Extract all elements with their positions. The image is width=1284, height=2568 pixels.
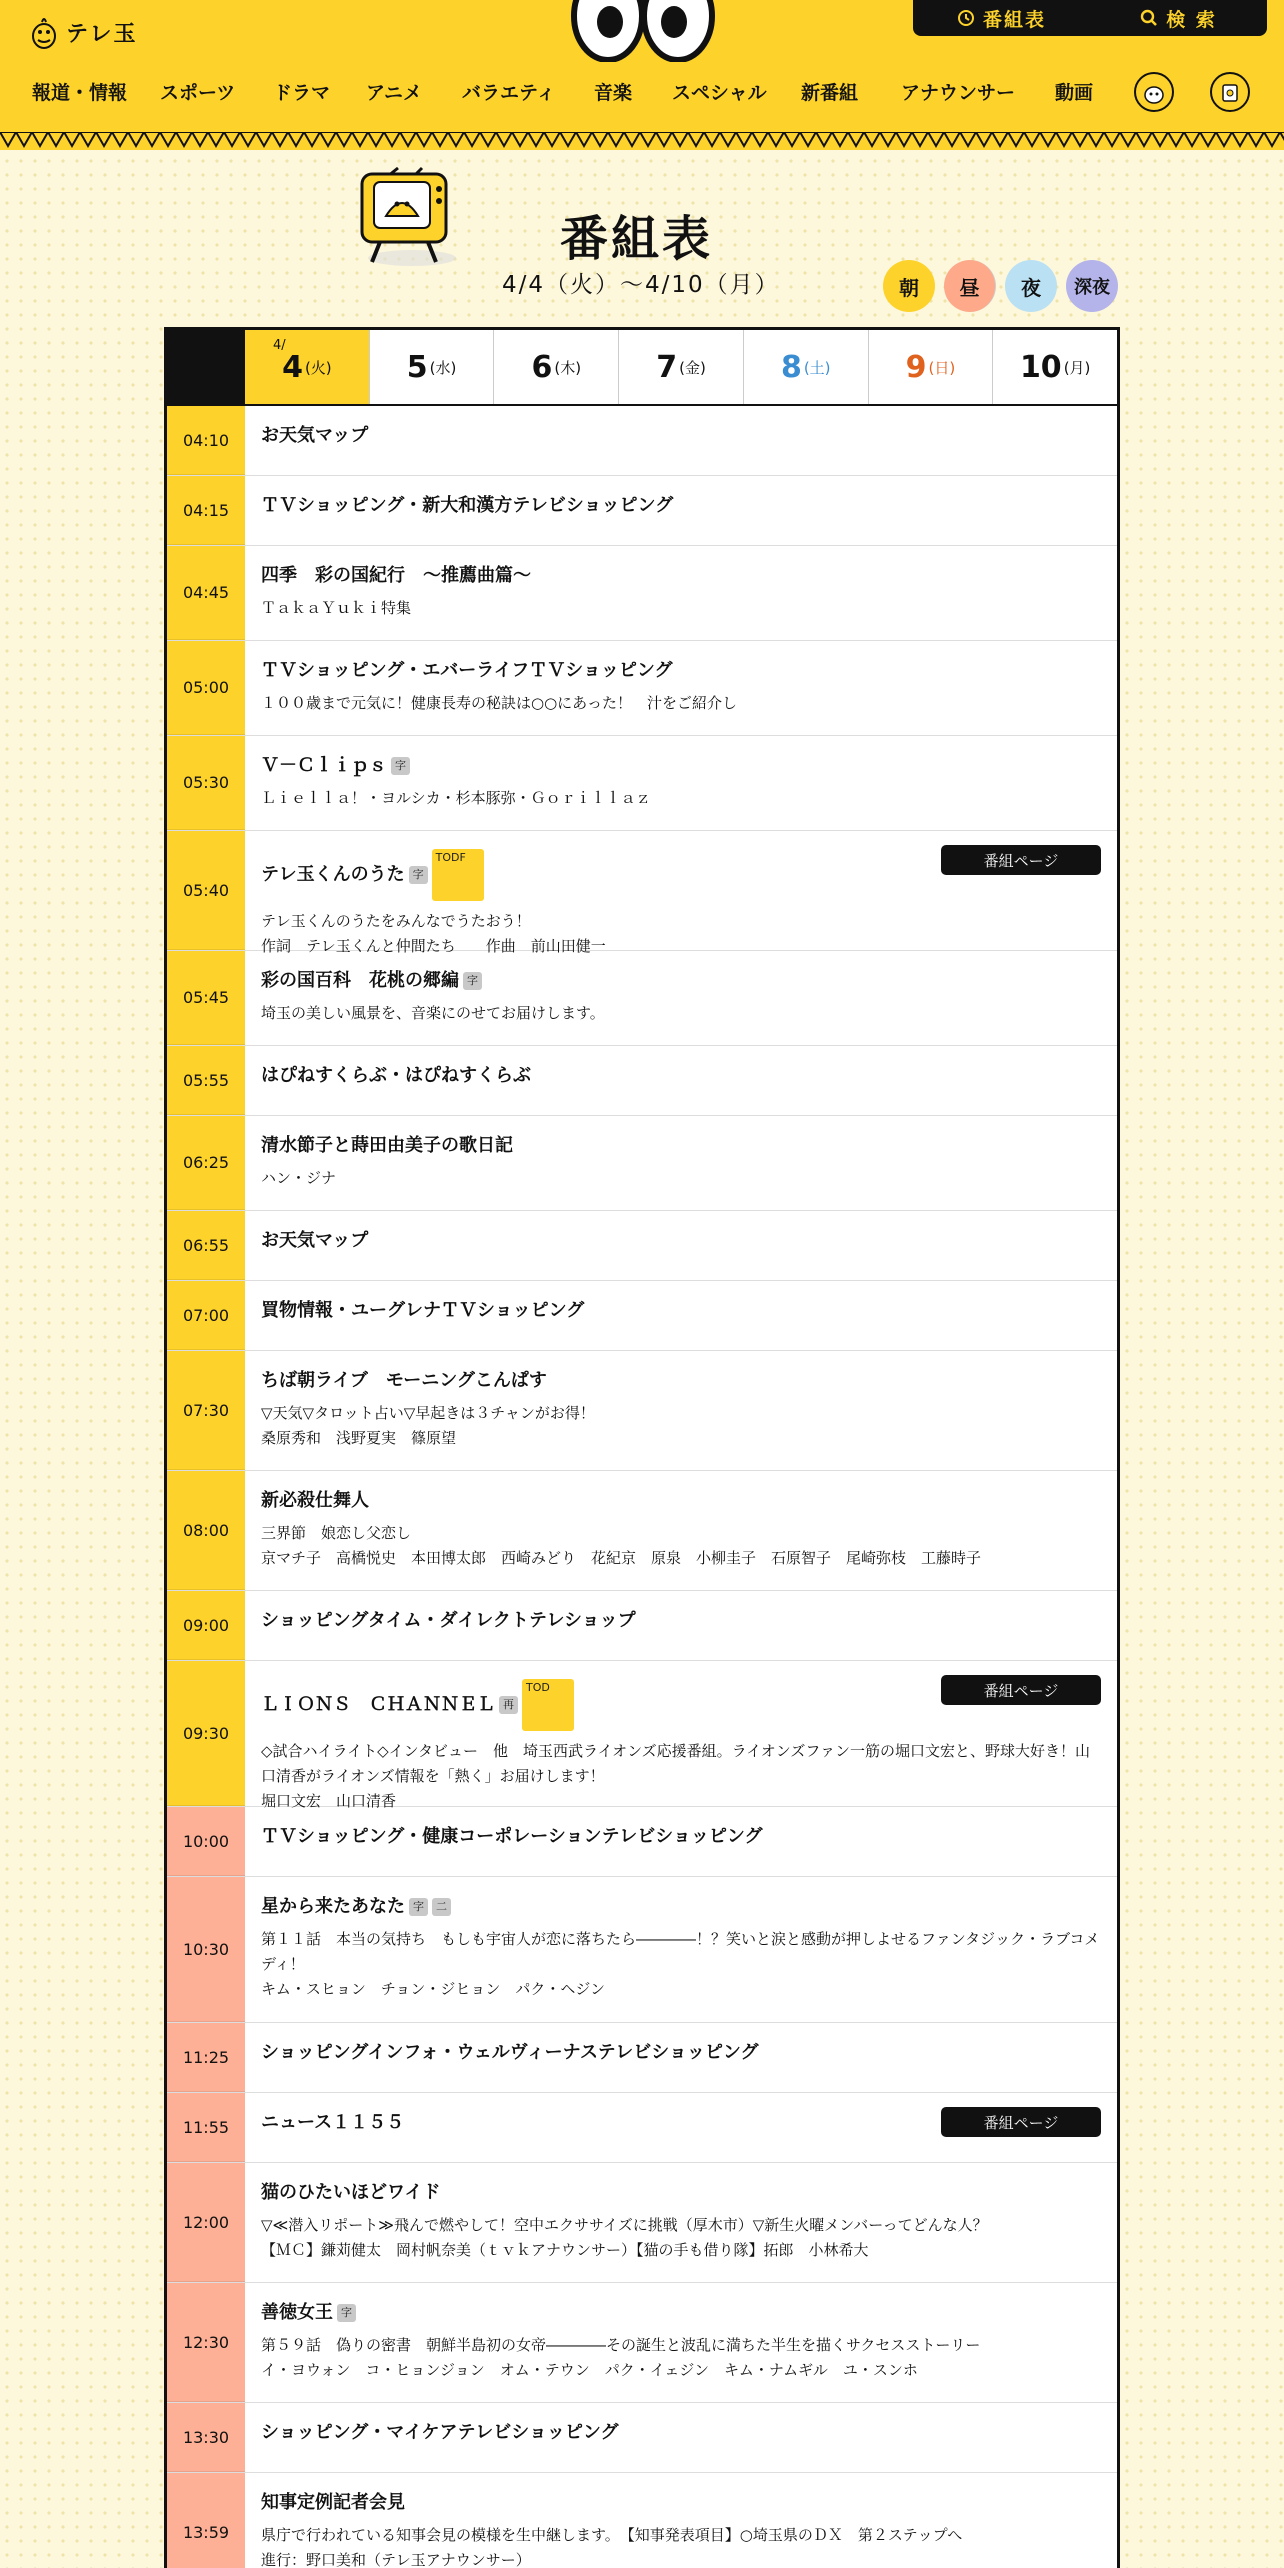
program-row (167, 641, 1117, 736)
nav-music[interactable]: 音楽 (594, 82, 633, 104)
program-time: 13:59 (167, 2473, 245, 2568)
program-title-line (261, 1489, 1101, 1513)
program-title-line (261, 969, 1101, 993)
program-title-line (261, 1609, 1101, 1633)
program-description: 第１１話 本当の気持ち もしも宇宙人が恋に落ちたら――――！？笑いと涙と感動が押しよせるファンタジック・ラブコメディ！ キム・スヒョン チョン・ジヒョン パク・ヘジン (261, 1930, 1100, 1998)
program-row (167, 1807, 1117, 1877)
program-cell[interactable] (245, 1807, 1117, 1876)
program-title-line (261, 1369, 1101, 1393)
program-cell[interactable] (245, 1661, 1117, 1810)
day-tab-weekday: (水) (429, 358, 457, 377)
top-buttons (913, 0, 1267, 36)
program-cell[interactable] (245, 736, 1117, 830)
header-zigzag-edge (0, 132, 1284, 150)
program-badge: 字 (409, 866, 428, 884)
search-icon (1140, 9, 1158, 27)
program-description: １００歳まで元気に！健康長寿の秘訣は○○にあった！ 汁をご紹介し (261, 694, 738, 712)
program-cell[interactable] (245, 831, 1117, 955)
day-tab-date: 6 (531, 349, 553, 385)
program-title-line (261, 754, 1101, 778)
tod-latenight-button[interactable]: 深夜 (1066, 260, 1118, 312)
program-time: 05:40 (167, 831, 245, 950)
program-title[interactable]: お天気マップ (261, 1230, 369, 1251)
program-cell[interactable] (245, 2023, 1117, 2092)
teletama-mascot-icon (30, 14, 58, 50)
program-time: 06:25 (167, 1116, 245, 1210)
program-title-line (261, 494, 1101, 518)
schedule-table (164, 327, 1120, 2568)
program-cell[interactable] (245, 2163, 1117, 2282)
day-tab-5[interactable] (370, 330, 495, 404)
clock-icon (957, 9, 975, 27)
nav-news[interactable]: 報道・情報 (32, 82, 128, 104)
program-time: 07:00 (167, 1281, 245, 1350)
day-tab-weekday: (土) (803, 358, 831, 377)
program-cell[interactable] (245, 476, 1117, 545)
program-cell[interactable] (245, 2283, 1117, 2402)
mascot-eyes-icon (570, 0, 716, 62)
nav-video[interactable]: 動画 (1055, 82, 1094, 104)
program-cell[interactable] (245, 951, 1117, 1045)
program-row (167, 1471, 1117, 1591)
program-row (167, 1591, 1117, 1661)
tod-morning-button[interactable]: 朝 (883, 260, 935, 312)
program-time: 12:30 (167, 2283, 245, 2402)
program-list (167, 406, 1117, 2568)
program-row (167, 1211, 1117, 1281)
program-title[interactable]: 新必殺仕舞人 (261, 1490, 369, 1511)
program-time: 11:25 (167, 2023, 245, 2092)
program-title-line (261, 424, 1101, 448)
day-tab-weekday: (月) (1063, 358, 1091, 377)
program-time: 07:30 (167, 1351, 245, 1470)
program-title[interactable]: ちば朝ライブ モーニングこんぱす (261, 1370, 547, 1391)
program-row (167, 2093, 1117, 2163)
program-row (167, 476, 1117, 546)
program-description: テレ玉くんのうたをみんなでうたおう！ 作詞 テレ玉くんと仲間たち 作曲 前山田健一 (261, 912, 606, 955)
day-tab-date: 9 (905, 349, 927, 385)
program-row (167, 1877, 1117, 2023)
program-title-line (261, 1229, 1101, 1253)
program-title[interactable]: 四季 彩の国紀行 ～推薦曲篇～ (261, 565, 531, 586)
day-tab-4[interactable] (245, 330, 370, 404)
day-tab-6[interactable] (494, 330, 619, 404)
program-title-line (261, 2181, 1101, 2205)
nav-special[interactable]: スペシャル (672, 82, 767, 104)
program-badge: 字 (409, 1898, 428, 1916)
program-title-line (261, 564, 1101, 588)
program-time: 04:10 (167, 406, 245, 475)
program-description: Ｌｉｅｌｌａ！・ヨルシカ・杉本豚弥・Ｇｏｒｉｌｌａｚ (261, 789, 651, 807)
nav-goods-button[interactable] (1210, 72, 1250, 112)
program-title[interactable]: 知事定例記者会見 (261, 2492, 405, 2513)
program-time: 04:15 (167, 476, 245, 545)
program-title[interactable]: 清水節子と蒔田由美子の歌日記 (261, 1135, 513, 1156)
program-description: ハン・ジナ (261, 1169, 337, 1187)
program-title[interactable]: ニュース１１５５ (261, 2112, 405, 2133)
program-title[interactable]: 猫のひたいほどワイド (261, 2182, 441, 2203)
program-title-line (261, 659, 1101, 683)
program-title-line (261, 2491, 1101, 2515)
program-time: 06:55 (167, 1211, 245, 1280)
program-time: 05:00 (167, 641, 245, 735)
program-time: 05:30 (167, 736, 245, 830)
program-cell[interactable] (245, 2473, 1117, 2568)
program-description: ▽≪潜入リポート≫飛んで燃やして！空中エクササイズに挑戦（厚木市）▽新生火曜メンバーってどんな人？ 【ＭＣ】鎌苅健太 岡村帆奈美（ｔｖｋアナウンサー）【猫の手も借り隊】拓郎 小林希大 (261, 2216, 988, 2259)
schedule-button-label: 番組表 (982, 8, 1046, 31)
tod-night-button[interactable]: 夜 (1005, 260, 1057, 312)
program-row (167, 2283, 1117, 2403)
tv-mascot-icon (352, 166, 460, 270)
nav-teletamakun-button[interactable] (1134, 72, 1174, 112)
day-tab-month: 4/ (273, 338, 286, 353)
program-description: ＴａｋａＹｕｋｉ特集 (261, 599, 412, 617)
nav-drama[interactable]: ドラマ (273, 82, 331, 104)
program-badge: TODF (432, 849, 484, 901)
program-cell[interactable] (245, 406, 1117, 475)
program-row (167, 951, 1117, 1046)
site-logo[interactable] (30, 14, 138, 50)
nav-anime[interactable]: アニメ (366, 82, 423, 104)
program-title[interactable]: ＬＩＯＮＳ ＣＨＡＮＮＥＬ (261, 1694, 495, 1715)
program-badge: TOD (522, 1679, 574, 1731)
goods-icon (1212, 74, 1248, 110)
nav-announcer[interactable]: アナウンサー (901, 82, 1016, 104)
program-cell[interactable] (245, 1471, 1117, 1590)
program-row (167, 406, 1117, 476)
program-title-line (261, 1825, 1101, 1849)
program-description: ▽天気▽タロット占い▽早起きは３チャンがお得！ 桑原秀和 浅野夏実 篠原望 (261, 1404, 595, 1447)
program-title-line (261, 1134, 1101, 1158)
program-row (167, 2163, 1117, 2283)
program-cell[interactable] (245, 641, 1117, 735)
program-title[interactable]: ＴＶショッピング・新大和漢方テレビショッピング (261, 495, 674, 516)
program-title[interactable]: ショッピングタイム・ダイレクトテレショップ (261, 1610, 636, 1631)
day-tab-9[interactable] (869, 330, 994, 404)
program-title[interactable]: ショッピング・マイケアテレビショッピング (261, 2422, 619, 2443)
day-tabs (167, 330, 1117, 406)
program-time: 10:30 (167, 1877, 245, 2022)
program-page-button[interactable]: 番組ページ (941, 1675, 1101, 1705)
program-title-line (261, 2041, 1101, 2065)
day-tab-10[interactable] (993, 330, 1117, 404)
program-row (167, 736, 1117, 831)
day-tabs-corner (167, 330, 245, 404)
day-tab-weekday: (火) (304, 358, 332, 377)
program-title-line (261, 1299, 1101, 1323)
program-title-line (261, 1064, 1101, 1088)
search-button-label: 検 索 (1166, 8, 1217, 31)
tod-daytime-button[interactable]: 昼 (944, 260, 996, 312)
program-badge: 二 (432, 1898, 451, 1916)
time-of-day-buttons (883, 260, 1118, 312)
program-row (167, 2473, 1117, 2568)
program-description: 第５９話 偽りの密書 朝鮮半島初の女帝――――その誕生と波乱に満ちた半生を描くサクセスストーリー イ・ヨウォン コ・ヒョンジョン オム・テウン パク・イェジン キム・ナムギル ユ・スンホ (261, 2336, 981, 2379)
program-title[interactable]: Ｖ－Ｃｌｉｐｓ (261, 755, 387, 776)
program-badge: 字 (463, 972, 482, 990)
day-tab-date: 7 (656, 349, 678, 385)
day-tab-date: 4 (282, 349, 303, 385)
program-time: 05:45 (167, 951, 245, 1045)
program-description: 三界節 娘恋し父恋し 京マチ子 高橋悦史 本田博太郎 西崎みどり 花紀京 原泉 小柳圭子 石原智子 尾崎弥枝 工藤時子 (261, 1524, 982, 1567)
day-tab-weekday: (木) (554, 358, 582, 377)
program-badge: 字 (337, 2304, 356, 2322)
program-page-button[interactable]: 番組ページ (941, 2107, 1101, 2137)
program-cell[interactable] (245, 1281, 1117, 1350)
program-row (167, 1046, 1117, 1116)
program-title[interactable]: テレ玉くんのうた (261, 864, 405, 885)
program-cell[interactable] (245, 1351, 1117, 1470)
program-row (167, 1351, 1117, 1471)
nav-new-programs[interactable]: 新番組 (801, 82, 859, 104)
program-time: 09:00 (167, 1591, 245, 1660)
program-description: 埼玉の美しい風景を、音楽にのせてお届けします。 (261, 1004, 605, 1022)
program-cell[interactable] (245, 2403, 1117, 2472)
program-row (167, 1661, 1117, 1810)
day-tab-7[interactable] (619, 330, 744, 404)
program-row (167, 1116, 1117, 1211)
program-time: 13:30 (167, 2403, 245, 2472)
program-description: ◇試合ハイライト◇インタビュー 他 埼玉西武ライオンズ応援番組。ライオンズファン一筋の堀口文宏と、野球大好き！山口清香がライオンズ情報を「熱く」お届けします！ 堀口文宏 山口清香 (261, 1742, 1091, 1810)
day-tab-weekday: (金) (679, 358, 706, 377)
day-tab-date: 10 (1019, 349, 1062, 385)
program-title[interactable]: 星から来たあなた (261, 1896, 405, 1917)
program-title[interactable]: 善徳女王 (261, 2302, 333, 2323)
program-title-line (261, 2301, 1101, 2325)
program-title[interactable]: お天気マップ (261, 425, 369, 446)
program-time: 04:45 (167, 546, 245, 640)
program-title[interactable]: 彩の国百科 花桃の郷編 (261, 970, 459, 991)
program-row (167, 2023, 1117, 2093)
date-range: 4/4（火）〜4/10（月） (502, 272, 780, 298)
program-cell[interactable] (245, 1877, 1117, 2022)
program-cell[interactable] (245, 2093, 1117, 2162)
day-tab-8[interactable] (744, 330, 869, 404)
program-cell[interactable] (245, 1046, 1117, 1115)
day-tab-date: 8 (780, 349, 802, 385)
program-title-line (261, 2421, 1101, 2445)
mascot-face-icon (1136, 74, 1172, 110)
main-nav (0, 72, 1284, 112)
logo-text: テレ玉 (66, 21, 138, 47)
program-cell[interactable] (245, 1116, 1117, 1210)
program-time: 12:00 (167, 2163, 245, 2282)
program-time: 10:00 (167, 1807, 245, 1876)
program-title[interactable]: ＴＶショッピング・エバーライフＴＶショッピング (261, 660, 673, 681)
program-title[interactable]: ショッピングインフォ・ウェルヴィーナステレビショッピング (261, 2042, 759, 2063)
program-time: 11:55 (167, 2093, 245, 2162)
nav-variety[interactable]: バラエティ (462, 82, 556, 104)
program-row (167, 546, 1117, 641)
nav-sports[interactable]: スポーツ (160, 82, 236, 104)
program-description: 県庁で行われている知事会見の模様を生中継します。 【知事発表項目】○埼玉県のＤＸ 第２ステップへ 進行：野口美和（テレ玉アナウンサー） (261, 2526, 963, 2568)
program-cell[interactable] (245, 1591, 1117, 1660)
program-cell[interactable] (245, 1211, 1117, 1280)
site-header (0, 0, 1284, 150)
program-time: 08:00 (167, 1471, 245, 1590)
program-title[interactable]: はぴねすくらぶ・はぴねすくらぶ (261, 1065, 531, 1086)
program-time: 05:55 (167, 1046, 245, 1115)
program-title[interactable]: 買物情報・ユーグレナＴＶショッピング (261, 1300, 585, 1321)
program-badge: 再 (499, 1696, 518, 1714)
program-row (167, 831, 1117, 955)
program-time: 09:30 (167, 1661, 245, 1806)
search-button[interactable] (1090, 5, 1267, 32)
program-page-button[interactable]: 番組ページ (941, 845, 1101, 875)
program-row (167, 2403, 1117, 2473)
program-title-line (261, 1895, 1101, 1919)
schedule-button[interactable] (913, 5, 1090, 32)
day-tab-date: 5 (406, 349, 428, 385)
page-title: 番組表 (560, 211, 714, 267)
program-row (167, 1281, 1117, 1351)
day-tab-weekday: (日) (928, 358, 956, 377)
program-title[interactable]: ＴＶショッピング・健康コーポレーションテレビショッピング (261, 1826, 763, 1847)
program-cell[interactable] (245, 546, 1117, 640)
program-badge: 字 (391, 757, 410, 775)
